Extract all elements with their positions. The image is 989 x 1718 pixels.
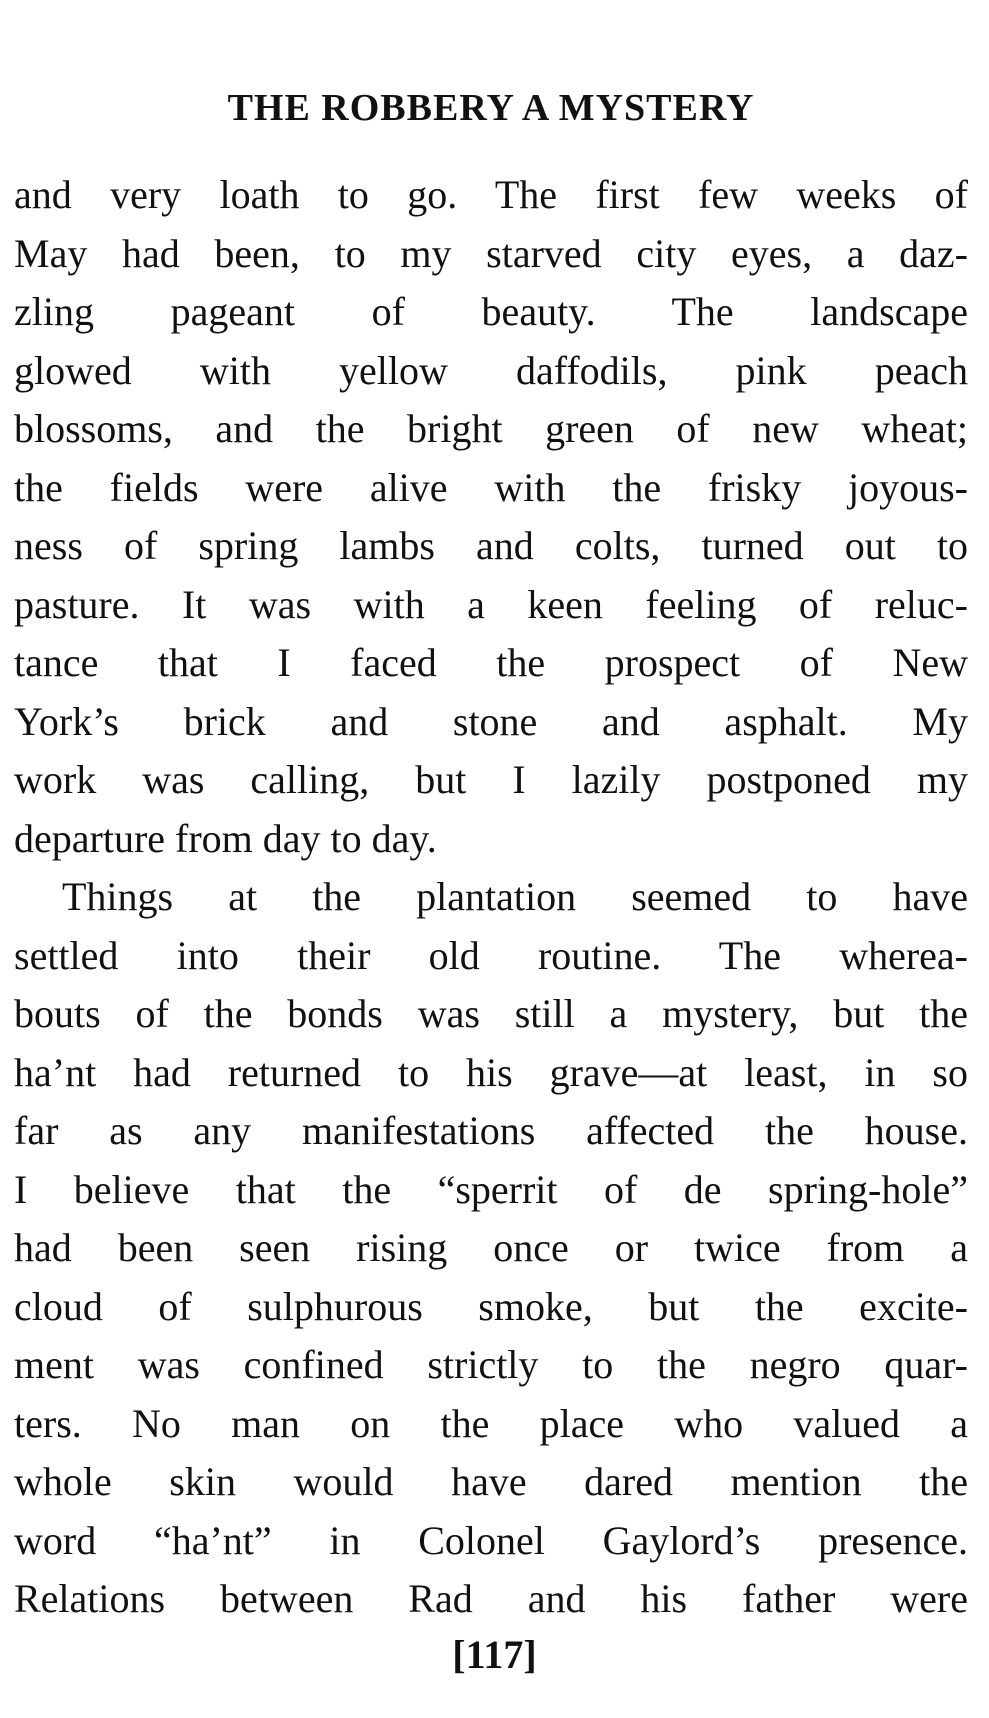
text-line: pasture. It was with a keen feeling of reluc-: [14, 581, 968, 627]
text-line-paragraph-end: departure from day to day.: [14, 815, 437, 861]
body-text: [14, 166, 968, 1629]
text-line: blossoms, and the bright green of new wheat;: [14, 406, 968, 451]
text-line: tance that I faced the prospect of New: [14, 640, 968, 685]
text-line: I believe that the “sperrit of de spring-hole”: [14, 1166, 968, 1212]
text-line: whole skin would have dared mention the: [14, 1459, 968, 1504]
running-head: THE ROBBERY A MYSTERY: [227, 87, 755, 129]
text-line: glowed with yellow daffodils, pink peach: [14, 347, 968, 393]
text-line: cloud of sulphurous smoke, but the excite-: [14, 1283, 968, 1329]
text-line: work was calling, but I lazily postponed my: [14, 757, 968, 802]
text-line: ha’nt had returned to his grave—at least, in so: [14, 1049, 968, 1095]
text-line: and very loath to go. The first few weeks of: [14, 172, 968, 217]
text-line: had been seen rising once or twice from a: [14, 1225, 968, 1270]
text-line: ment was confined strictly to the negro quar-: [14, 1342, 968, 1387]
text-line: York’s brick and stone and asphalt. My: [14, 698, 968, 744]
text-line: the fields were alive with the frisky joyous-: [14, 464, 968, 510]
text-line: far as any manifestations affected the house.: [14, 1108, 968, 1153]
text-line: zling pageant of beauty. The landscape: [14, 289, 968, 334]
text-line-paragraph-start: Things at the plantation seemed to have: [62, 874, 968, 919]
text-line: settled into their old routine. The wherea-: [14, 932, 968, 978]
text-line: word “ha’nt” in Colonel Gaylord’s presence.: [14, 1517, 968, 1563]
text-line: ness of spring lambs and colts, turned out to: [14, 523, 968, 568]
text-line: Relations between Rad and his father were: [14, 1576, 968, 1621]
page-number: [117]: [452, 1632, 537, 1677]
text-line: May had been, to my starved city eyes, a daz-: [14, 230, 968, 276]
text-line: ters. No man on the place who valued a: [14, 1400, 968, 1446]
text-line: bouts of the bonds was still a mystery, but the: [14, 991, 968, 1036]
